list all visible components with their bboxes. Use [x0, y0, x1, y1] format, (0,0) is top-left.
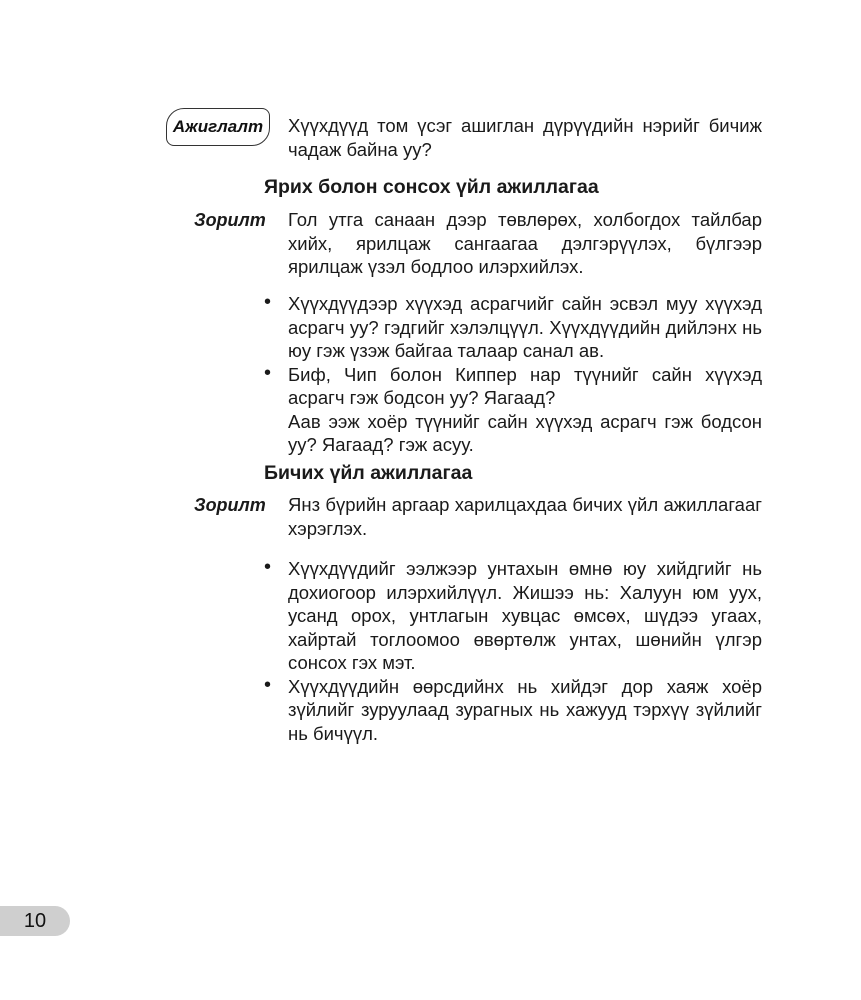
speaking-goal-text: Гол утга санаан дээр төвлөрөх, холбогдох тайлбар хийх, ярилцаж сангаагаа дэлгэрүүлэх, бүлгээр ярилцаж үзэл бодлоо илэрхийлэх.: [288, 209, 762, 277]
writing-goal-label: Зорилт: [194, 495, 266, 515]
speaking-goal-label: Зорилт: [194, 210, 266, 230]
list-item: • Хүүхдүүдийг ээлжээр унтахын өмнө юу хийдгийг нь дохиогоор илэрхийлүүл. Жишээ нь: Халуун юм уух, усанд орох, унтлагын хувцас өмсөх, шүдээ угаах, хайртай тоглоомоо өвөртөлж унтах, шөнийн үлгэр сонсох гэх мэт.: [288, 557, 762, 675]
page-number-tab: [0, 906, 70, 936]
page-number: 10: [23, 909, 47, 932]
writing-heading: Бичих үйл ажиллагаа: [264, 462, 473, 484]
observation-text: Хүүхдүүд том үсэг ашиглан дүрүүдийн нэрийг бичиж чадаж байна уу?: [288, 115, 762, 160]
list-item: • Хүүхдүүдээр хүүхэд асрагчийг сайн эсвэл муу хүүхэд асрагч уу? гэдгийг хэлэлцүүл. Хүүхдүүдийн дийлэнх нь юу гэж үзэж байгаа талаар санал ав.: [288, 292, 762, 363]
writing-activity-list: [288, 557, 762, 745]
observation-badge: [166, 108, 270, 146]
speaking-activity-list: [288, 292, 762, 457]
speaking-heading: Ярих болон сонсох үйл ажиллагаа: [264, 176, 599, 198]
observation-badge-label: Ажиглалт: [172, 117, 264, 136]
list-item: • Биф, Чип болон Киппер нар түүнийг сайн хүүхэд асрагч гэж бодсон уу? Яагаад? Аав ээж хоёр түүнийг сайн хүүхэд асрагч гэж бодсон уу? Яагаад? гэж асуу.: [288, 363, 762, 457]
list-item: • Хүүхдүүдийн өөрсдийнх нь хийдэг дор хаяж хоёр зүйлийг зуруулаад зурагных нь хажууд тэрхүү зүйлийг нь бичүүл.: [288, 675, 762, 746]
writing-goal-text: Янз бүрийн аргаар харилцахдаа бичих үйл ажиллагааг хэрэглэх.: [288, 494, 762, 539]
